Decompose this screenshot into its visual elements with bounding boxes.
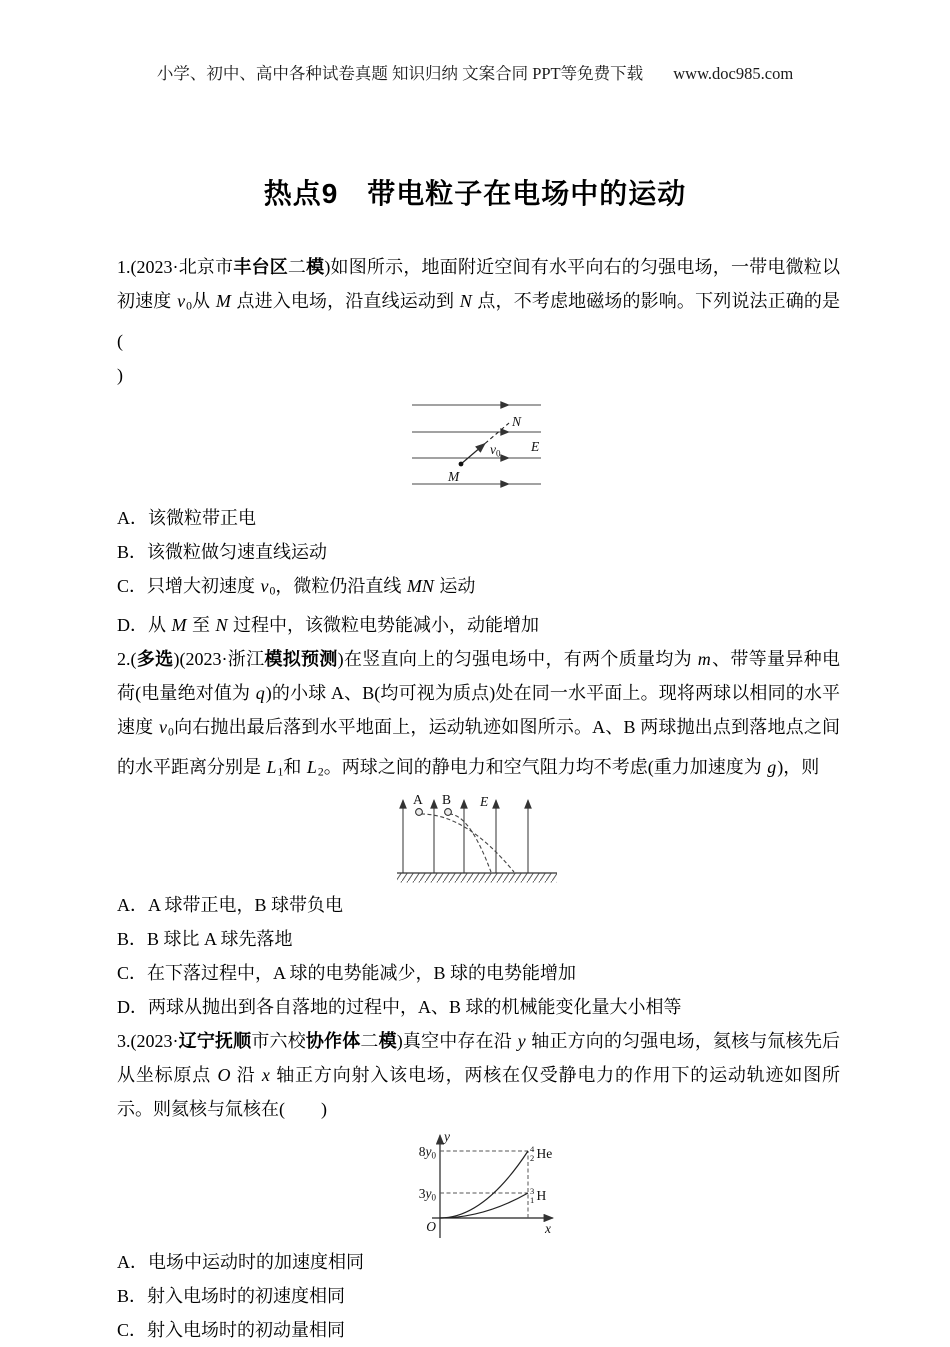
svg-text:H: H — [536, 1188, 547, 1204]
point-M-dot — [459, 461, 464, 466]
figure-q1 — [117, 394, 840, 499]
label-ball-B: B — [442, 792, 452, 808]
question-2-option-d: D．两球从抛出到各自落地的过程中，A、B 球的机械能变化量大小相等 — [117, 997, 682, 1018]
label-point-N: N — [512, 413, 522, 429]
curve-tritium — [440, 1193, 528, 1218]
label-y-axis: y — [444, 1129, 450, 1145]
curve-helium — [440, 1151, 528, 1218]
question-2-option-a: A．A 球带正电，B 球带负电 — [117, 895, 344, 916]
question-1-option-d: D．从 M 至 N 过程中，该微粒电势能减小，动能增加 — [117, 615, 540, 636]
question-3 — [117, 1024, 840, 1347]
page-title: 热点9 带电粒子在电场中的运动 — [263, 178, 687, 209]
svg-text:He: He — [536, 1146, 553, 1162]
question-1-option-c: C．只增大初速度 v0，微粒仍沿直线 MN 运动 — [117, 575, 476, 598]
dashed-guide-lines — [440, 1151, 528, 1218]
label-ball-A: A — [413, 792, 423, 808]
question-3-option-b: B．射入电场时的初速度相同 — [117, 1286, 346, 1307]
trajectory-ball-A — [421, 814, 514, 872]
label-initial-velocity: v0 — [490, 441, 501, 459]
label-tick-3y0: 3y0 — [418, 1186, 436, 1203]
ball-B — [445, 809, 452, 816]
document-body — [117, 250, 840, 1347]
ball-A — [416, 809, 423, 816]
header-promo-text: 小学、初中、高中各种试卷真题 知识归纳 文案合同 PPT等免费下载 — [156, 64, 644, 83]
label-tick-8y0: 8y0 — [418, 1144, 436, 1161]
question-2-option-c: C．在下落过程中，A 球的电势能减少，B 球的电势能增加 — [117, 963, 577, 984]
question-1-stem: 1.(2023·北京市丰台区二模)如图所示，地面附近空间有水平向右的匀强电场，一带电微粒以初速度 v0从 M 点进入电场，沿直线运动到 N 点，不考虑地磁场的影响。下列说法正确的是( ) — [117, 257, 841, 385]
question-1-option-a: A．该微粒带正电 — [117, 507, 256, 528]
label-field-E: E — [480, 794, 489, 810]
label-point-M: M — [448, 468, 460, 484]
label-x-axis: x — [545, 1221, 551, 1237]
question-3-stem: 3.(2023·辽宁抚顺市六校协作体二模)真空中存在沿 y 轴正方向的匀强电场，氦核与氚核先后从坐标原点 O 沿 x 轴正方向射入该电场，两核在仅受静电力的作用下的运动轨迹如图所示。则氦核与氚核在( ) — [117, 1031, 841, 1120]
page-header — [0, 0, 950, 84]
label-tritium-nuclide — [530, 1186, 547, 1205]
header-site-url: www.doc985.com — [673, 64, 794, 83]
field-lines-right — [412, 405, 541, 484]
question-3-option-a: A．电场中运动时的加速度相同 — [117, 1252, 364, 1273]
label-origin-O: O — [426, 1219, 436, 1235]
svg-text:1: 1 — [530, 1195, 535, 1206]
figure-q3 — [117, 1128, 840, 1243]
svg-text:3: 3 — [530, 1186, 535, 1197]
question-2-stem: 2.(多选)(2023·浙江模拟预测)在竖直向上的匀强电场中，有两个质量均为 m、带等量异种电荷(电量绝对值为 q)的小球 A、B(均可视为质点)处在同一水平面上。现将两球以相同的水平速度 v0向右抛出最后落到水平地面上，运动轨迹如图所示。A、B 两球抛出点到落地点之间的水平距离分别是 L1和 L2。两球之间的静电力和空气阻力均不考虑(重力加速度为 g)，则 — [117, 649, 841, 779]
figure-q3-trajectory-graph — [396, 1128, 561, 1243]
ground-hatching — [397, 874, 557, 883]
label-helium-nuclide — [530, 1144, 552, 1163]
question-3-option-c: C．射入电场时的初动量相同 — [117, 1320, 346, 1341]
velocity-vector-arrow — [461, 443, 485, 464]
question-2 — [117, 642, 840, 1024]
svg-text:4: 4 — [530, 1144, 535, 1155]
question-1 — [117, 250, 840, 642]
question-1-option-b: B．该微粒做匀速直线运动 — [117, 541, 328, 562]
figure-q2-projectile-in-vertical-field — [396, 791, 561, 886]
question-2-option-b: B．B 球比 A 球先落地 — [117, 929, 293, 950]
label-field-E: E — [531, 438, 540, 454]
figure-q1-uniform-field-diagram — [406, 394, 551, 499]
trajectory-dashed-line — [485, 423, 509, 444]
svg-text:2: 2 — [530, 1153, 535, 1164]
figure-q2 — [117, 791, 840, 886]
